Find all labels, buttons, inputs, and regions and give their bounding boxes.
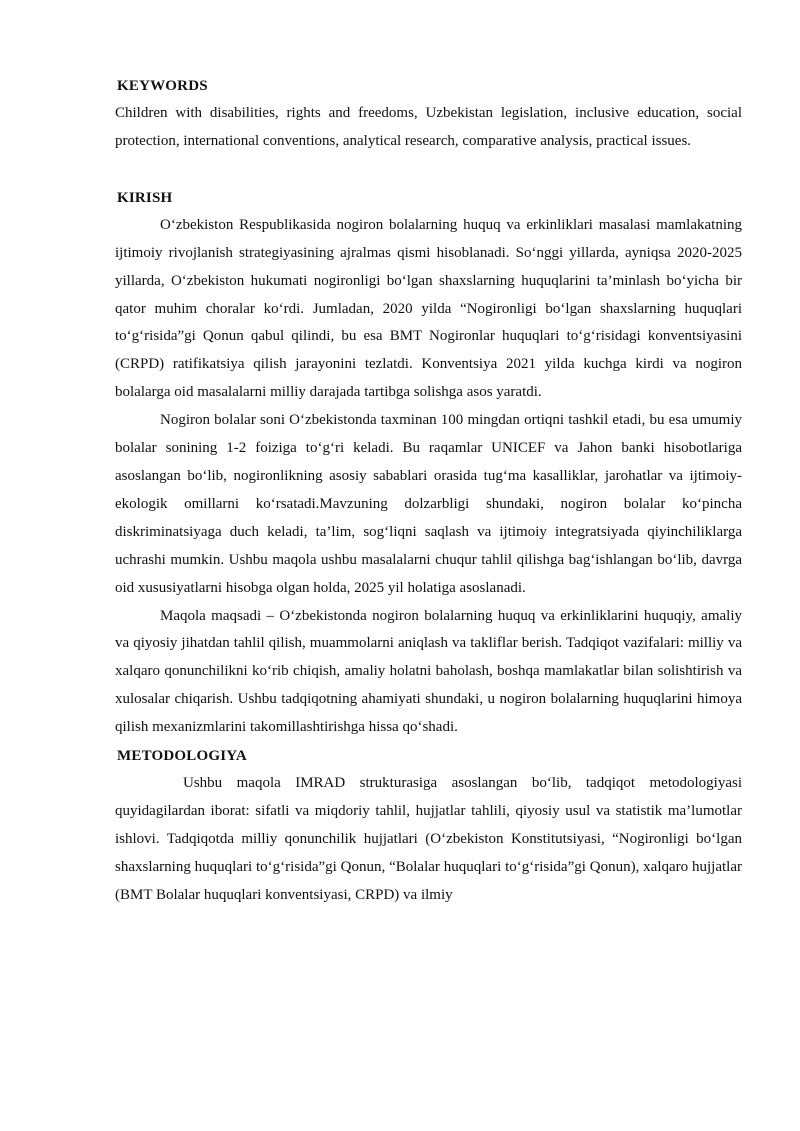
kirish-paragraph: Nogiron bolalar soni O‘zbekistonda taxminan 100 mingdan ortiqni tashkil etadi, bu esa umumiy bolalar sonining 1-2 foiziga to‘g‘ri keladi. Bu raqamlar UNICEF va Jahon banki hisobotlariga asoslangan bo‘lib, nogironlikning asosiy sabablari orasida tug‘ma kasalliklar, jarohatlar va ijtimoiy-ekologik omillarni ko‘rsatadi.Mavzuning dolzarbligi shundaki, nogiron bolalar ko‘pincha diskriminatsiyaga duch keladi, ta’lim, sog‘liqni saqlash va ijtimoiy integratsiyada qiyinchiliklarga uchrashi mumkin. Ushbu maqola ushbu masalalarni chuqur tahlil qilishga bag‘ishlangan bo‘lib, davrga oid xususiyatlarni hisobga olgan holda, 2025 yil holatiga asoslanadi. — [115, 412, 742, 596]
section-spacer — [115, 156, 742, 184]
keywords-heading: KEYWORDS — [117, 78, 208, 94]
kirish-paragraph: Maqola maqsadi – O‘zbekistonda nogiron bolalarning huquq va erkinliklarini huquqiy, amaliy va qiyosiy jihatdan tahlil qilish, muammolarni aniqlash va takliflar berish. Tadqiqot vazifalari: milliy va xalqaro qonunchilikni ko‘rib chiqish, amaliy holatni baholash, boshqa mamlakatlar bilan solishtirish va xulosalar chiqarish. Ushbu tadqiqotning ahamiyati shundaki, u nogiron bolalarning huquqlarini himoya qilish mexanizmlarini takomillashtirishga hissa qo‘shadi. — [115, 607, 742, 736]
page-content — [115, 72, 742, 910]
kirish-heading: KIRISH — [117, 189, 173, 206]
metodologiya-heading: METODOLOGIYA — [117, 748, 247, 765]
kirish-paragraph: O‘zbekiston Respublikasida nogiron bolalarning huquq va erkinliklari masalasi mamlakatning ijtimoiy rivojlanish strategiyasining ajralmas qismi hisoblanadi. So‘nggi yillarda, ayniqsa 2020-2025 yillarda, O‘zbekiston hukumati nogironligi bo‘lgan shaxslarning huquqlarini ta’minlash bo‘yicha bir qator muhim choralar ko‘rdi. Jumladan, 2020 yilda “Nogironligi bo‘lgan shaxslarning huquqlari to‘g‘risida”gi Qonun qabul qilindi, bu esa BMT Nogironlar huquqlari to‘g‘risidagi konventsiyasini (CRPD) ratifikatsiya qilish jarayonini tezlatdi. Konventsiya 2021 yilda kuchga kirdi va nogiron bolalarga oid masalalarni milliy darajada tartibga solishga asos yaratdi. — [115, 216, 742, 401]
metodologiya-paragraph: Ushbu maqola IMRAD strukturasiga asoslangan bo‘lib, tadqiqot metodologiyasi quyidagilardan iborat: sifatli va miqdoriy tahlil, hujjatlar tahlili, qiyosiy usul va statistik ma’lumotlar ishlovi. Tadqiqotda milliy qonunchilik hujjatlari (O‘zbekiston Konstitutsiyasi, “Nogironligi bo‘lgan shaxslarning huquqlari to‘g‘risida”gi Qonun, “Bolalar huquqlari to‘g‘risida”gi Qonun), xalqaro hujjatlar (BMT Bolalar huquqlari konventsiyasi, CRPD) va ilmiy — [115, 775, 742, 903]
keywords-text: Children with disabilities, rights and freedoms, Uzbekistan legislation, inclusive education, social protection, international conventions, analytical research, comparative analysis, practical issues. — [115, 105, 742, 149]
